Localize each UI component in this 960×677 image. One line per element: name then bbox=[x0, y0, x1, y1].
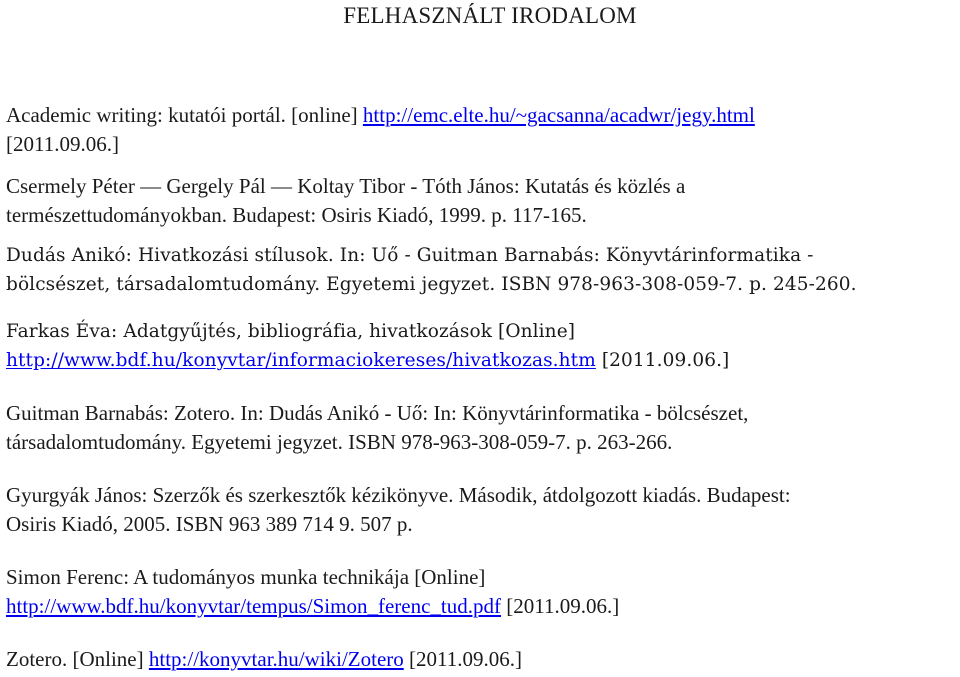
reference-line: Simon Ferenc: A tudományos munka technikája [Online] bbox=[6, 565, 486, 589]
page-title: FELHASZNÁLT IRODALOM bbox=[343, 3, 637, 28]
reference-line bbox=[6, 645, 958, 674]
reference-line: Csermely Péter — Gergely Pál — Koltay Tibor - Tóth János: Kutatás és közlés a bbox=[6, 174, 686, 198]
reference-text: Academic writing: kutatói portál. [online] bbox=[6, 103, 363, 127]
reference-entry bbox=[6, 481, 958, 539]
reference-line: Osiris Kiadó, 2005. ISBN 963 389 714 9. 507 p. bbox=[6, 512, 413, 536]
reference-entry bbox=[6, 317, 958, 375]
reference-line: Farkas Éva: Adatgyűjtés, bibliográfia, hivatkozások [Online] bbox=[6, 321, 576, 342]
reference-line: Guitman Barnabás: Zotero. In: Dudás Anikó - Uő: In: Könyvtárinformatika - bölcsészet, bbox=[6, 401, 749, 425]
reference-line bbox=[6, 130, 958, 159]
reference-entry bbox=[6, 399, 958, 457]
reference-line bbox=[6, 592, 958, 621]
reference-line: természettudományokban. Budapest: Osiris Kiadó, 1999. p. 117-165. bbox=[6, 203, 587, 227]
reference-line: Dudás Anikó: Hivatkozási stílusok. In: Uő - Guitman Barnabás: Könyvtárinformatika - bbox=[6, 245, 814, 266]
reference-date: [2011.09.06.] bbox=[501, 594, 620, 618]
reference-entry bbox=[6, 172, 958, 230]
reference-date: [2011.09.06.] bbox=[6, 132, 119, 156]
reference-line bbox=[6, 101, 958, 130]
reference-date: [2011.09.06.] bbox=[403, 647, 522, 671]
reference-date: [2011.09.06.] bbox=[595, 350, 730, 371]
reference-link[interactable]: http://emc.elte.hu/~gacsanna/acadwr/jegy.html bbox=[362, 103, 755, 127]
reference-line: bölcsészet, társadalomtudomány. Egyetemi jegyzet. ISBN 978-963-308-059-7. p. 245-260. bbox=[6, 274, 857, 295]
reference-entry bbox=[6, 101, 958, 159]
reference-link[interactable]: http://www.bdf.hu/konyvtar/informaciokereses/hivatkozas.htm bbox=[6, 350, 596, 371]
reference-line bbox=[6, 346, 958, 375]
reference-entry bbox=[6, 241, 958, 299]
reference-link[interactable]: http://www.bdf.hu/konyvtar/tempus/Simon_ferenc_tud.pdf bbox=[6, 594, 501, 618]
reference-entry bbox=[6, 645, 958, 674]
reference-text: Zotero. [Online] bbox=[6, 647, 149, 671]
reference-entry bbox=[6, 563, 958, 621]
reference-line: társadalomtudomány. Egyetemi jegyzet. ISBN 978-963-308-059-7. p. 263-266. bbox=[6, 430, 673, 454]
reference-link[interactable]: http://konyvtar.hu/wiki/Zotero bbox=[148, 647, 404, 671]
reference-line: Gyurgyák János: Szerzők és szerkesztők kézikönyve. Második, átdolgozott kiadás. Budapest: bbox=[6, 483, 791, 507]
